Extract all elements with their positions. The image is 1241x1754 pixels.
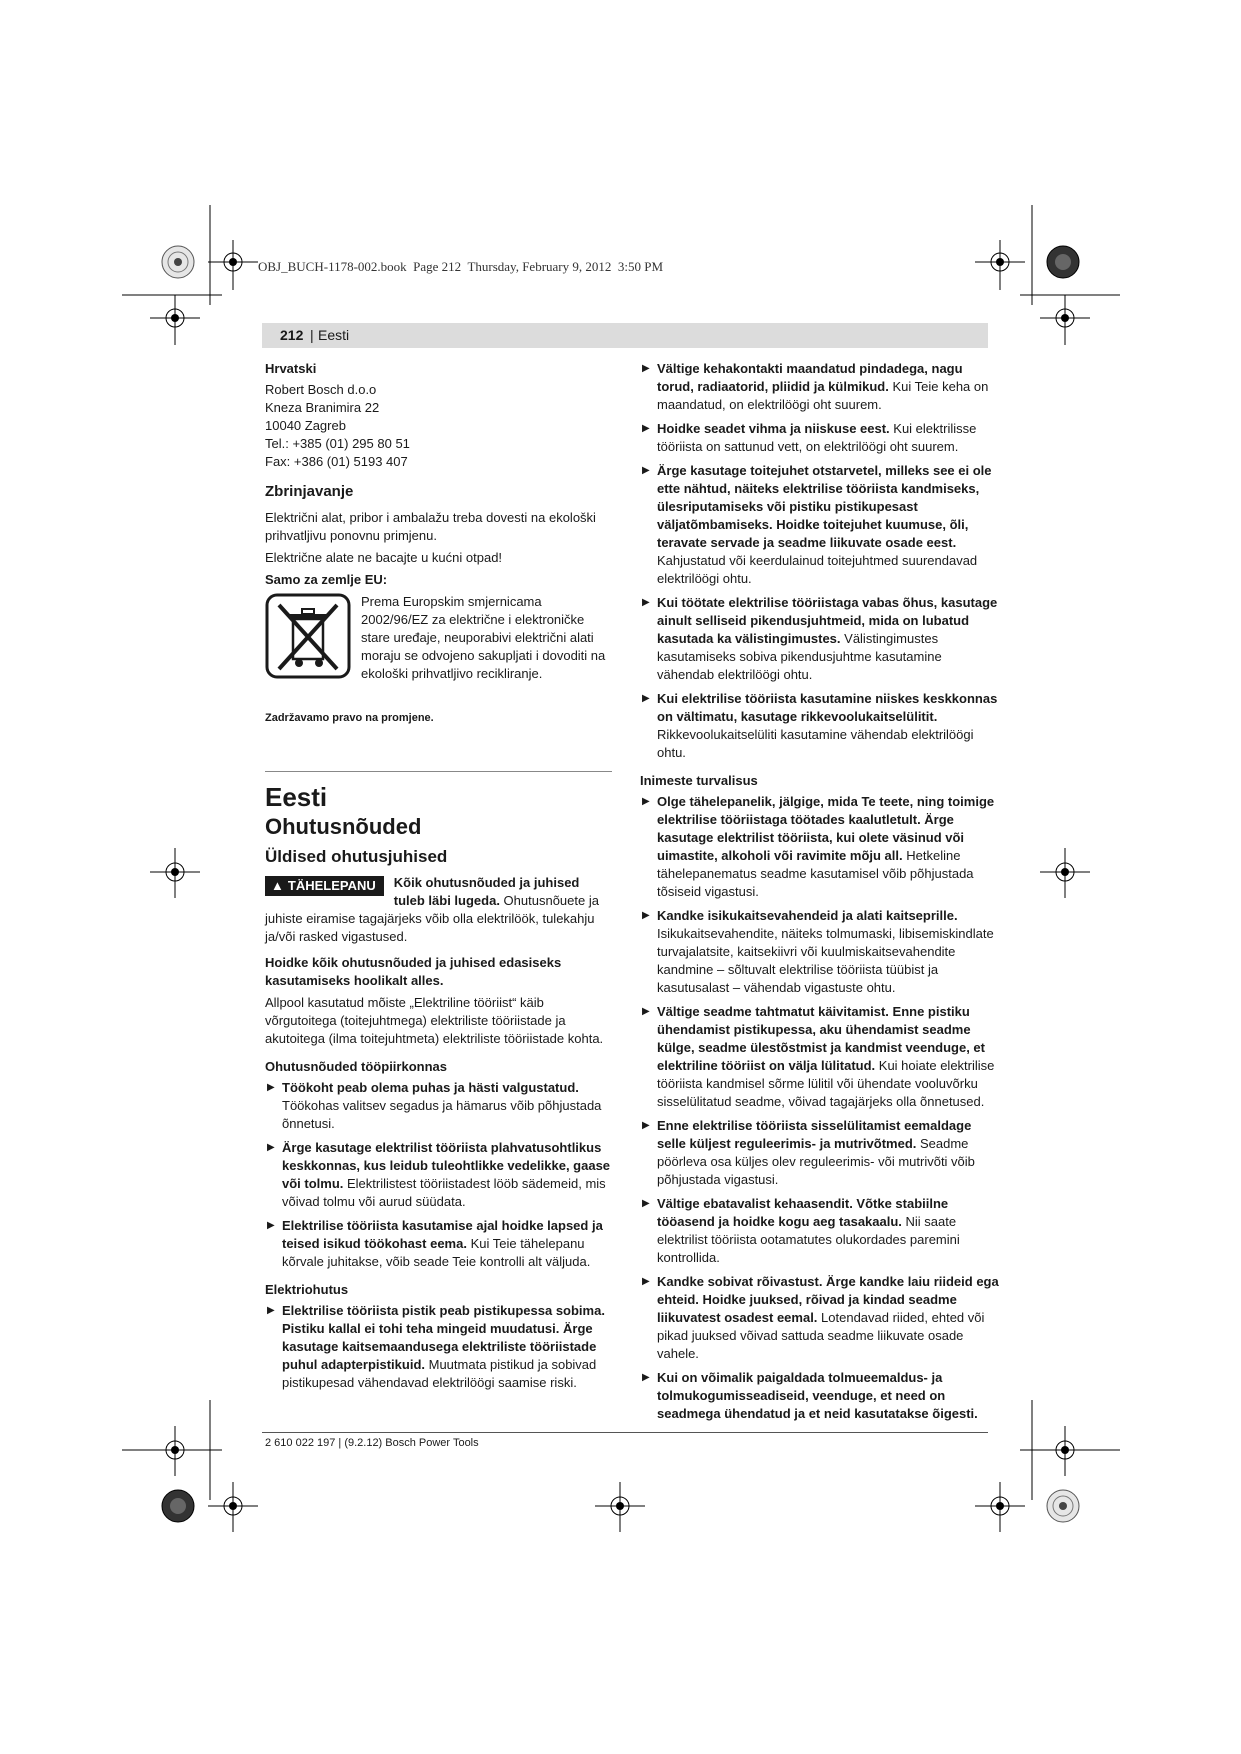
header-separator: | bbox=[310, 327, 314, 343]
eesti-title: Eesti bbox=[265, 782, 328, 812]
bullet-bold: Kui on võimalik paigaldada tolmueemaldus- ja tolmukogumisseadiseid, veenduge, et need on seadmega ühendatud ja et neid kasutatakse õigesti. bbox=[657, 1370, 978, 1421]
list-item bbox=[640, 594, 1000, 684]
list-item bbox=[640, 1369, 1000, 1423]
list-item bbox=[265, 1217, 612, 1271]
bullet-arrow-icon: ▶ bbox=[642, 1198, 650, 1209]
list-item bbox=[640, 462, 1000, 588]
page-number: 212 bbox=[280, 327, 304, 343]
bullet-text: Muutmata pistikud ja sobivad pistikupesad vähendavad elektrilöögi saamise riski. bbox=[282, 1357, 597, 1390]
bullet-arrow-icon: ▶ bbox=[267, 1082, 275, 1093]
print-info: OBJ_BUCH-1178-002.book Page 212 Thursday, February 9, 2012 3:50 PM bbox=[258, 259, 664, 274]
zbrinjavanje-paragraph: Električne alate ne bacajte u kućni otpad! bbox=[265, 550, 503, 565]
bullet-arrow-icon: ▶ bbox=[642, 910, 650, 921]
warning-text: Ohutusnõuete ja juhiste eiramise tagajärjeks võib olla elektrilöök, tulekahju ja/või rasked vigastused. bbox=[265, 893, 599, 944]
bullet-bold: Elektrilise tööriista pistik peab pistikupessa sobima. Pistiku kallal ei tohi teha mingeid muudatusi. Ärge kasutage kaitsemaandusega elektriliste tööriistade puhul adapterpistikuid. bbox=[282, 1303, 605, 1372]
bullet-text: Rikkevoolukaitselüliti kasutamine vähendab elektrilöögi ohtu. bbox=[657, 727, 974, 760]
hrvatski-title: Hrvatski bbox=[265, 361, 317, 376]
bullet-arrow-icon: ▶ bbox=[642, 1276, 650, 1287]
bullet-bold: Vältige kehakontakti maandatud pindadega, nagu torud, radiaatorid, pliidid ja külmikud. bbox=[657, 361, 963, 394]
header-language: Eesti bbox=[318, 327, 350, 343]
bullet-bold: Kandke isikukaitsevahendeid ja alati kaitseprille. bbox=[657, 908, 958, 923]
bullet-text: Kui Teie keha on maandatud, on elektrilöögi oht suurem. bbox=[657, 379, 989, 412]
eu-text: Prema Europskim smjernicama 2002/96/EZ za električne i elektroničke stare uređaje, neuporabivi električni alati moraju se odvojeno sakupljati i dovoditi na ekološki prihvatljivo recikliranje. bbox=[361, 594, 606, 681]
list-item bbox=[640, 1117, 1000, 1189]
bullet-arrow-icon: ▶ bbox=[642, 1372, 650, 1383]
address-line: Kneza Branimira 22 bbox=[265, 400, 380, 415]
bullet-text: Välistingimustes kasutamiseks sobiva pikendusjuhtme kasutamine vähendab elektrilöögi ohtu. bbox=[657, 631, 942, 682]
list-item bbox=[640, 690, 1000, 762]
keep-instructions: Hoidke kõik ohutusnõuded ja juhised edasiseks kasutamiseks hoolikalt alles. bbox=[265, 955, 562, 988]
electric-title: Elektriohutus bbox=[265, 1282, 349, 1297]
bullet-arrow-icon: ▶ bbox=[642, 1120, 650, 1131]
bullet-text: Elektrilistest tööriistadest lööb sädemeid, mis võivad tolmu või aurud süüdata. bbox=[282, 1176, 606, 1209]
address-line: Tel.: +385 (01) 295 80 51 bbox=[265, 436, 410, 451]
rights-note: Zadržavamo pravo na promjene. bbox=[265, 712, 434, 724]
footer-divider bbox=[262, 1432, 988, 1433]
bullet-bold: Kui elektrilise tööriista kasutamine niiskes keskkonnas on vältimatu, kasutage rikkevoolukaitselülitit. bbox=[657, 691, 998, 724]
page-header bbox=[262, 323, 988, 348]
bullet-text: Kui hoiate elektrilise tööriista kandmisel sõrme lülitil või ühendate vooluvõrku sisselülitatud seadme, võivad tagajärjeks olla õnnetused. bbox=[657, 1058, 995, 1109]
address-line: Fax: +386 (01) 5193 407 bbox=[265, 454, 408, 469]
ohutus-title: Ohutusnõuded bbox=[265, 814, 422, 839]
address-block bbox=[265, 381, 612, 471]
bullet-text: Isikukaitsevahendite, näiteks tolmumaski, libisemiskindlate turvajalatsite, kaitsekiivri või kuulmiskaitsevahendite kandmine – sõltuvalt elektrilise tööriista tüübist ja kasutusalast – vähendab vigastuste ohtu. bbox=[657, 926, 994, 995]
section-divider bbox=[265, 771, 612, 772]
bullet-arrow-icon: ▶ bbox=[642, 1006, 650, 1017]
warning-bold: Kõik ohutusnõuded ja juhised tuleb läbi lugeda. bbox=[393, 875, 580, 908]
bullet-text: Kui Teie tähelepanu kõrvale juhitakse, võib seade Teie kontrolli alt väljuda. bbox=[282, 1236, 591, 1269]
left-column bbox=[265, 360, 612, 1398]
bullet-bold: Hoidke seadet vihma ja niiskuse eest. bbox=[657, 421, 890, 436]
bullet-arrow-icon: ▶ bbox=[642, 465, 650, 476]
bullet-text: Lotendavad riided, ehted või pikad juuksed võivad sattuda seadme liikuvate osade vahele. bbox=[657, 1310, 985, 1361]
workplace-title: Ohutusnõuded tööpiirkonnas bbox=[265, 1059, 447, 1074]
bullet-arrow-icon: ▶ bbox=[267, 1305, 275, 1316]
list-item bbox=[640, 907, 1000, 997]
weee-bin-icon bbox=[265, 593, 351, 679]
list-item bbox=[640, 793, 1000, 901]
list-item bbox=[640, 1273, 1000, 1363]
bullet-arrow-icon: ▶ bbox=[642, 693, 650, 704]
address-line: 10040 Zagreb bbox=[265, 418, 346, 433]
bullet-bold: Ärge kasutage toitejuhet otstarvetel, milleks see ei ole ette nähtud, näiteks elektrilise tööriista kandmiseks, ülesriputamiseks või pistiku pistikupesast väljatõmbamiseks. Hoidke toitejuhet kuumuse, õli, teravate servade ja seadme liikuvate osade eest. bbox=[657, 463, 992, 550]
bullet-text: Kui elektrilisse tööriista on sattunud vett, on elektrilöögi oht suurem. bbox=[657, 421, 977, 454]
bullet-arrow-icon: ▶ bbox=[642, 363, 650, 374]
bullet-bold: Kui töötate elektrilise tööriistaga vabas õhus, kasutage ainult selliseid pikendusjuhtmeid, mida on lubatud kasutada ka välistingimustes. bbox=[657, 595, 998, 646]
bullet-text: Hetkeline tähelepanematus seadme kasutamisel võib põhjustada tõsiseid vigastusi. bbox=[657, 848, 974, 899]
term-definition: Allpool kasutatud mõiste „Elektriline tööriist“ käib võrgutoitega (toitejuhtmega) elektriliste tööriistade ja akutoitega (ilma toitejuhtmeta) elektriliste tööriistade kohta. bbox=[265, 995, 604, 1046]
bullet-text: Nii saate elektrilist tööriista ootamatutes olukordades paremini kontrollida. bbox=[657, 1214, 960, 1265]
warning-block bbox=[265, 874, 612, 946]
footer: 2 610 022 197 | (9.2.12) Bosch Power Tools bbox=[265, 1437, 479, 1449]
personal-title: Inimeste turvalisus bbox=[640, 773, 758, 788]
bullet-bold: Elektrilise tööriista kasutamise ajal hoidke lapsed ja teised isikud töökohast eema. bbox=[282, 1218, 603, 1251]
list-item bbox=[640, 1003, 1000, 1111]
zbrinjavanje-title: Zbrinjavanje bbox=[265, 483, 354, 500]
bullet-arrow-icon: ▶ bbox=[267, 1220, 275, 1231]
warning-label: TÄHELEPANU bbox=[287, 878, 376, 893]
bullet-bold: Vältige seadme tahtmatut käivitamist. Enne pistiku ühendamist pistikupessa, aku ühendamist seadme külge, seadme ülestõstmist ja kandmist veenduge, et elektriline tööriist on välja lülitatud. bbox=[657, 1004, 985, 1073]
warning-badge bbox=[265, 876, 384, 896]
list-item bbox=[265, 1079, 612, 1133]
bullet-text: Seadme pöörleva osa küljes olev reguleerimis- või mutrivõti võib põhjustada vigastusi. bbox=[657, 1136, 975, 1187]
bullet-arrow-icon: ▶ bbox=[642, 597, 650, 608]
yldised-title: Üldised ohutusjuhised bbox=[265, 847, 448, 866]
bullet-bold: Enne elektrilise tööriista sisselülitamist eemaldage selle küljest reguleerimis- ja mutrivõtmed. bbox=[657, 1118, 972, 1151]
bullet-text: Kahjustatud või keerdulainud toitejuhtmed suurendavad elektrilöögi ohtu. bbox=[657, 553, 978, 586]
bullet-arrow-icon: ▶ bbox=[642, 796, 650, 807]
list-item bbox=[265, 1139, 612, 1211]
bullet-bold: Töökoht peab olema puhas ja hästi valgustatud. bbox=[282, 1080, 579, 1095]
right-column bbox=[640, 360, 1000, 1429]
bullet-bold: Ärge kasutage elektrilist tööriista plahvatusohtlikus keskkonnas, kus leidub tuleohtlikke vedelikke, gaase või tolmu. bbox=[282, 1140, 611, 1191]
list-item bbox=[640, 1195, 1000, 1267]
zbrinjavanje-paragraph: Električni alat, pribor i ambalažu treba dovesti na ekološki prihvatljivu ponovnu primjenu. bbox=[265, 510, 596, 543]
bullet-bold: Olge tähelepanelik, jälgige, mida Te teete, ning toimige elektrilise tööriistaga töötades kaalutletult. Ärge kasutage elektrilist tööriista, kui olete väsinud või uimastite, alkoholi või ravimite mõju all. bbox=[657, 794, 995, 863]
weee-section bbox=[265, 593, 612, 683]
bullet-arrow-icon: ▶ bbox=[642, 423, 650, 434]
address-line: Robert Bosch d.o.o bbox=[265, 382, 377, 397]
bullet-text: Töökohas valitsev segadus ja hämarus võib põhjustada õnnetusi. bbox=[282, 1098, 602, 1131]
bullet-arrow-icon: ▶ bbox=[267, 1142, 275, 1153]
list-item bbox=[640, 420, 1000, 456]
bullet-bold: Kandke sobivat rõivastust. Ärge kandke laiu riideid ega ehteid. Hoidke juuksed, rõivad ja kindad seadme liikuvatest osadest eemal. bbox=[657, 1274, 999, 1325]
list-item bbox=[640, 360, 1000, 414]
bullet-bold: Vältige ebatavalist kehaasendit. Võtke stabiilne tööasend ja hoidke kogu aeg tasakaalu. bbox=[657, 1196, 949, 1229]
warning-triangle-icon: ▲ bbox=[271, 878, 284, 893]
list-item bbox=[265, 1302, 612, 1392]
eu-title: Samo za zemlje EU: bbox=[265, 572, 388, 587]
